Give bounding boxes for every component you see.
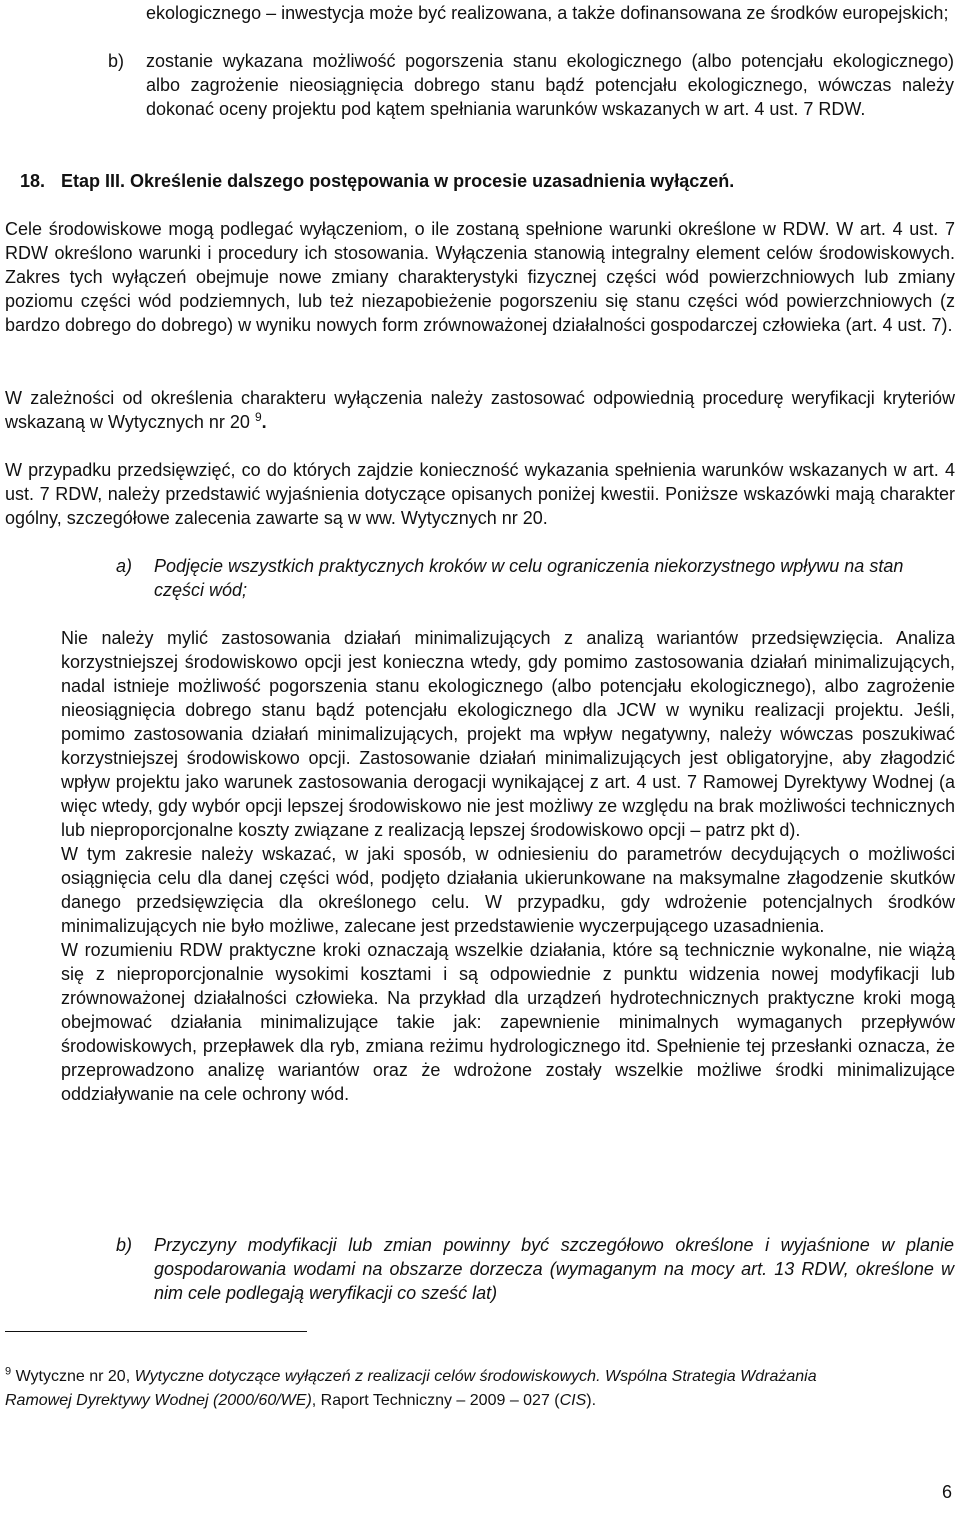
intro-b-label: b)	[108, 51, 125, 71]
intro-item-b	[108, 49, 954, 121]
footnote-text-3: ).	[586, 1392, 597, 1409]
item-a-heading	[116, 554, 954, 602]
intro-a-continuation: ekologicznego – inwestycja może być realizowana, a także dofinansowana ze środków europejskich;	[146, 3, 949, 23]
paragraph-3-text: W przypadku przedsięwzięć, co do których zajdzie konieczność wykazania spełnienia warunków wskazanych w art. 4 ust. 7 RDW, należy przedstawić wyjaśnienia dotyczące opisanych poniżej kwestii. Poniższe wskazówki mają charakter ogólny, szczegółowe zalecenia zawarte są w ww. Wytycznych nr 20.	[5, 460, 955, 528]
section-title: Etap III. Określenie dalszego postępowania w procesie uzasadnienia wyłączeń.	[61, 171, 735, 191]
page-number: 6	[941, 1482, 952, 1502]
footnote-separator	[5, 1331, 307, 1332]
footnote-text-italic: Wytyczne dotyczące wyłączeń z realizacji celów środowiskowych. Wspólna Strategia Wdrażania Ramowej Dyrektywy Wodnej (2000/60/WE)	[5, 1368, 817, 1409]
item-b-label: b)	[116, 1235, 133, 1255]
item-b-title: Przyczyny modyfikacji lub zmian powinny być szczegółowo określone i wyjaśnione w planie gospodarowania wodami na obszarze dorzecza (wymaganym na mocy art. 13 RDW, określone w nim cele podlegają weryfikacji co sześć lat)	[154, 1235, 954, 1303]
footnote	[5, 1365, 865, 1413]
item-a-para2: W tym zakresie należy wskazać, w jaki sposób, w odniesieniu do parametrów decydujących o możliwości osiągnięcia celu dla danej części wód, podjęto działania ukierunkowane na maksymalne złagodzenie skutków danego przedsięwzięcia dla określonego celu. W przypadku, gdy wdrożenie potencjalnych środków minimalizujących nie było możliwe, zalecane jest przedstawienie wyczerpującego uzasadnienia.	[61, 844, 955, 936]
footnote-text-1: Wytyczne nr 20,	[11, 1368, 135, 1385]
footnote-marker: 9	[5, 1365, 12, 1378]
paragraph-1	[5, 217, 955, 337]
footnote-reference: 9	[254, 410, 262, 424]
intro-continuation	[146, 1, 954, 25]
footnote-text-2: , Raport Techniczny – 2009 – 027 (	[311, 1392, 560, 1409]
intro-b-text: zostanie wykazana możliwość pogorszenia stanu ekologicznego (albo potencjału ekologicznego) albo zagrożenie nieosiągnięcia dobrego stanu bądź potencjału ekologicznego, wówczas należy dokonać oceny projektu pod kątem spełniania warunków wskazanych w art. 4 ust. 7 RDW.	[146, 51, 954, 119]
footnote-text-italic-2: CIS	[559, 1392, 587, 1409]
item-a-para3: W rozumieniu RDW praktyczne kroki oznaczają wszelkie działania, które są technicznie wykonalne, nie wiążą się z nieproporcjonalnie wysokimi kosztami i są odpowiednie z punktu widzenia nowej modyfikacji lub zrównoważonej działalności człowieka. Na przykład dla urządzeń hydrotechnicznych praktyczne kroki mogą obejmować działania minimalizujące takie jak: zapewnienie minimalnych wymaganych przepływów środowiskowych, przepławek dla ryb, zmiana reżimu hydrologicznego itd. Spełnienie tej przesłanki oznacza, że przeprowadzono analizę wariantów oraz że wdrożone zostały wszelkie możliwe środki minimalizujące oddziaływanie na cele ochrony wód.	[61, 940, 955, 1104]
paragraph-1-text: Cele środowiskowe mogą podlegać wyłączeniom, o ile zostaną spełnione warunki określone w RDW. W art. 4 ust. 7 RDW określono warunki i procedury ich stosowania. Wyłączenia stanowią integralny element celów środowiskowych. Zakres tych wyłączeń obejmuje nowe zmiany charakterystyki fizycznej części wód powierzchniowych lub zmiany poziomu części wód podziemnych, lub też niezapobieżenie pogorszeniu się stanu części wód powierzchniowych (z bardzo dobrego do dobrego) w wyniku nowych form zrównoważonej działalności gospodarczej człowieka (art. 4 ust. 7).	[5, 219, 955, 335]
item-b-heading	[116, 1233, 954, 1305]
section-number: 18.	[20, 171, 46, 191]
paragraph-2-end: .	[261, 412, 267, 432]
paragraph-2	[5, 386, 955, 434]
section-heading	[20, 169, 950, 193]
paragraph-3	[5, 458, 955, 530]
item-a-para1: Nie należy mylić zastosowania działań minimalizujących z analizą wariantów przedsięwzięcia. Analiza korzystniejszej środowiskowo opcji jest konieczna wtedy, gdy pomimo zastosowania działań minimalizujących, nadal istnieje możliwość pogorszenia stanu ekologicznego (albo potencjału ekologicznego), albo zagrożenie nieosiągnięcia dobrego stanu bądź potencjału ekologicznego dla JCW w wyniku realizacji projektu. Jeśli, pomimo zastosowania działań minimalizujących, projekt ma wpływ negatywny, należy wówczas poszukiwać korzystniejszej środowiskowo opcji. Zastosowanie działań minimalizujących jest obligatoryjne, aby złagodzić wpływ projektu jako warunek zastosowania derogacji wynikającej z art. 4 ust. 7 Ramowej Dyrektywy Wodnej (a więc wtedy, gdy wybór opcji lepszej środowiskowo nie jest możliwy ze względu na brak możliwości technicznych lub nieproporcjonalne koszty związane z realizacją lepszej środowiskowo opcji – patrz pkt d).	[61, 628, 955, 840]
item-a-title: Podjęcie wszystkich praktycznych kroków w celu ograniczenia niekorzystnego wpływu na stan części wód;	[154, 556, 904, 600]
item-a-body	[61, 626, 955, 1106]
paragraph-2-text: W zależności od określenia charakteru wyłączenia należy zastosować odpowiednią procedurę weryfikacji kryteriów wskazaną w Wytycznych nr 20	[5, 388, 955, 432]
item-a-label: a)	[116, 556, 133, 576]
